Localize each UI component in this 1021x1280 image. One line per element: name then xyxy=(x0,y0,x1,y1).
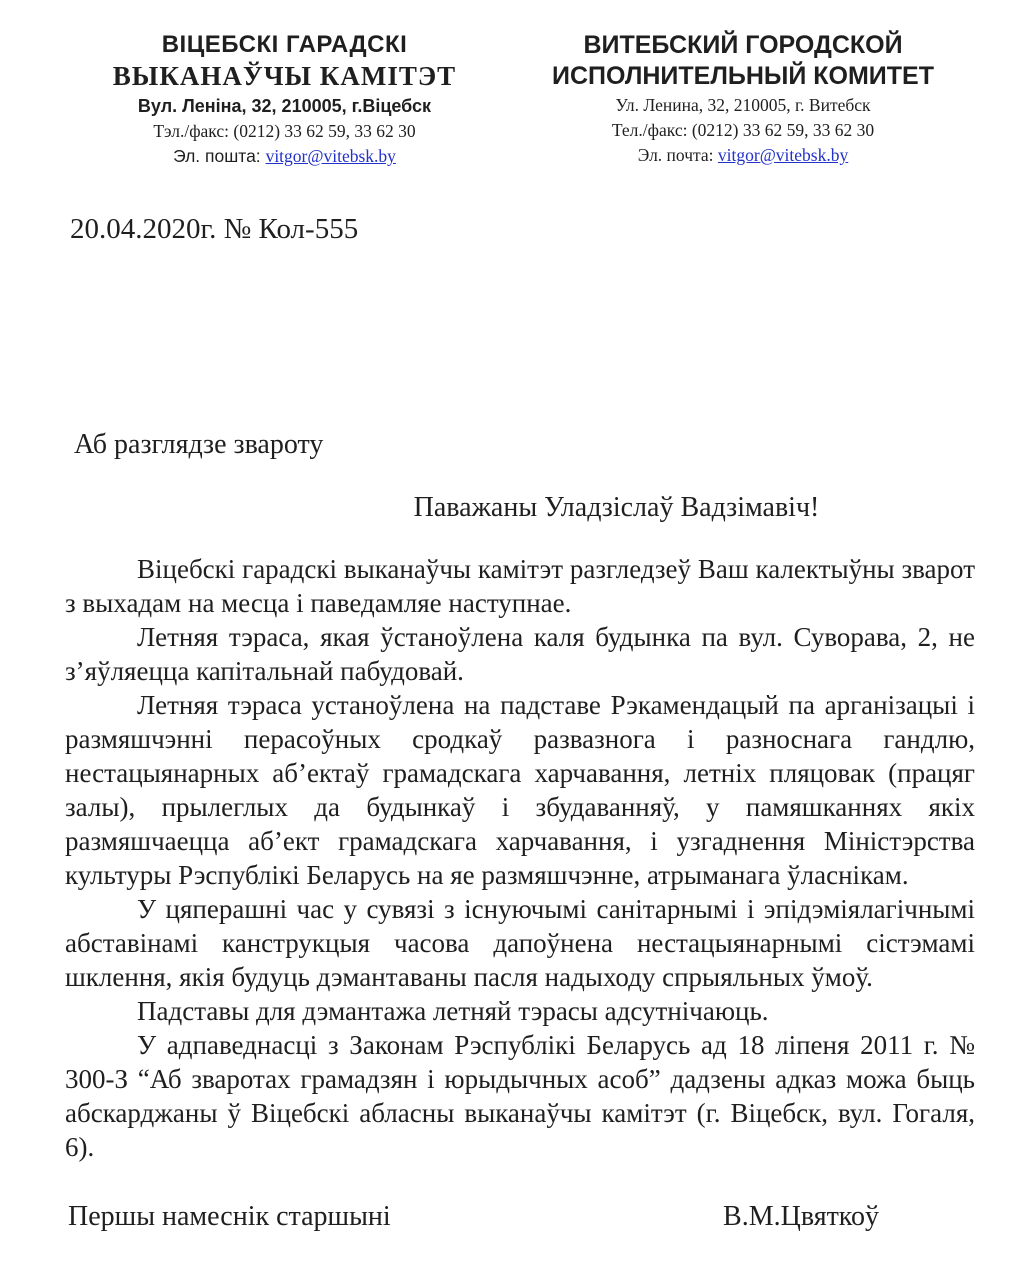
org-phone-by: Тэл./факс: (0212) 33 62 59, 33 62 30 xyxy=(153,121,416,141)
paragraph: Летняя тэраса устаноўлена на падставе Рэкамендацый па арганізацыі і размяшчэнні перасоўных сродкаў развазнога і разноснага гандлю, нестацыянарных аб’ектаў грамадскага харчавання, летніх пляцовак (працяг залы), прылеглых да будынкаў і збудаванняў, у памяшканнях якіх размяшчаецца аб’ект грамадскага харчавання, і узгаднення Міністэрства культуры Рэспублікі Беларусь на яе размяшчэнне, атрыманага ўласнікам. xyxy=(65,690,975,890)
org-name-by-line1: ВІЦЕБСКІ ГАРАДСКІ xyxy=(161,31,408,58)
org-address-by: Вул. Леніна, 32, 210005, г.Віцебск xyxy=(137,96,432,116)
paragraph: Летняя тэраса, якая ўстаноўлена каля будынка па вул. Суворава, 2, не з’яўляецца капітальнай пабудовай. xyxy=(65,622,975,686)
org-email-line-ru xyxy=(533,143,953,167)
org-name-ru-line2: ИСПОЛНИТЕЛЬНЫЙ КОМИТЕТ xyxy=(552,62,934,90)
paragraph: Падставы для дэмантажа летняй тэрасы адсутнічаюць. xyxy=(137,996,769,1026)
paragraph: Віцебскі гарадскі выканаўчы камітэт разгледзеў Ваш калектыўны зварот з выхадам на месца і паведамляе наступнае. xyxy=(65,554,975,618)
paragraph: У адпаведнасці з Законам Рэспублікі Беларусь ад 18 ліпеня 2011 г. № 300-З “Аб зваротах грамадзян і юрыдычных асоб” дадзены адказ можа быць абскарджаны ў Віцебскі абласны выканаўчы камітэт (г. Віцебск, вул. Гогаля, 6). xyxy=(65,1030,975,1162)
paragraph: У цяперашні час у сувязі з існуючымі санітарнымі і эпідэміялагічнымі абставінамі канструкцыя часова дапоўнена нестацыянарнымі сістэмамі шклення, якія будуць дэмантаваны пасля надыходу спрыяльных ўмоў. xyxy=(65,894,975,992)
salutation: Паважаны Уладзіслаў Вадзімавіч! xyxy=(413,492,820,523)
org-phone-ru: Тел./факс: (0212) 33 62 59, 33 62 30 xyxy=(611,120,875,140)
letterhead-belarusian xyxy=(92,30,477,168)
org-name-ru-line1: ВИТЕБСКИЙ ГОРОДСКОЙ xyxy=(583,31,903,59)
org-name-by-line2: ВЫКАНАЎЧЫ КАМІТЭТ xyxy=(112,61,457,91)
email-link-ru[interactable]: vitgor@vitebsk.by xyxy=(717,145,849,165)
letterhead-russian xyxy=(533,30,953,168)
org-email-line-by xyxy=(92,144,477,168)
email-label-by: Эл. пошта: xyxy=(173,146,261,166)
letter-body xyxy=(65,552,975,1164)
email-label-ru: Эл. почта: xyxy=(637,145,714,165)
subject-line: Аб разглядзе звароту xyxy=(74,429,324,460)
email-link-by[interactable]: vitgor@vitebsk.by xyxy=(265,146,396,166)
reference-line: 20.04.2020г. № Кол-555 xyxy=(70,213,359,245)
signature-block xyxy=(68,1200,879,1234)
signer-position: Першы намеснік старшыні xyxy=(68,1201,391,1232)
org-address-ru: Ул. Ленина, 32, 210005, г. Витебск xyxy=(615,95,871,115)
signer-name: В.М.Цвяткоў xyxy=(723,1201,879,1232)
letterhead xyxy=(0,0,1021,168)
